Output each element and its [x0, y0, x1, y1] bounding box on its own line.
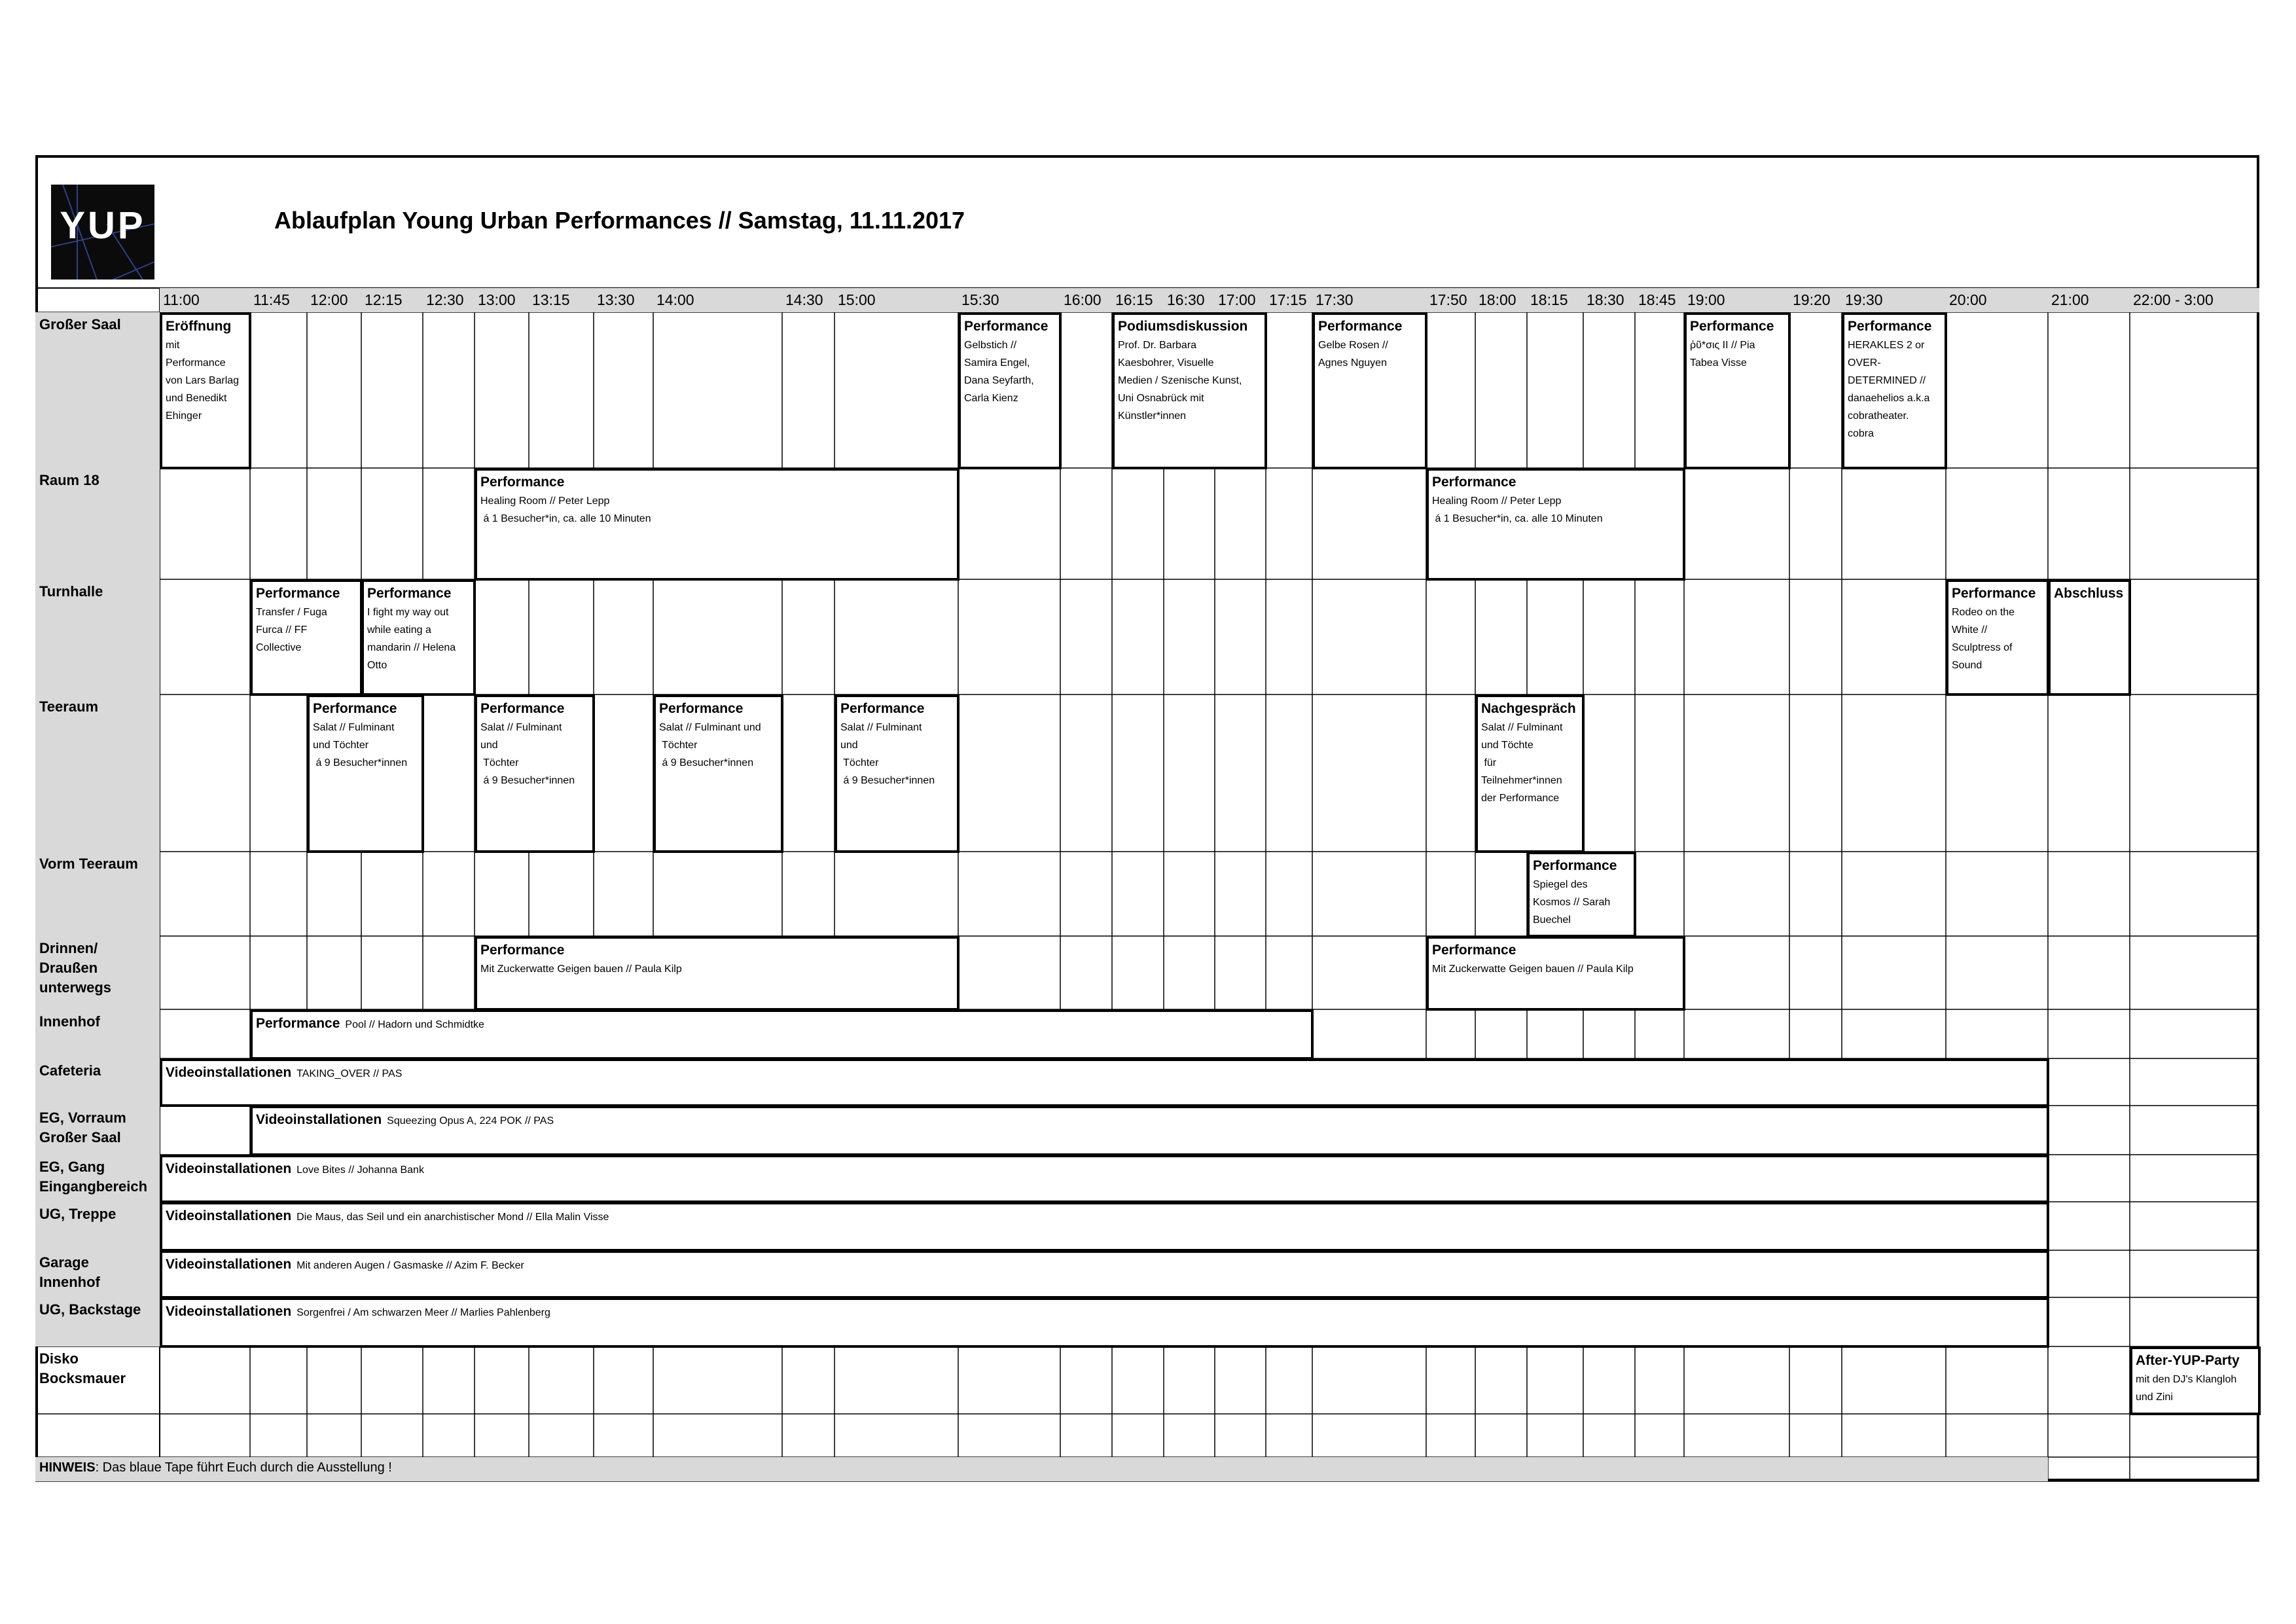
room-label: Innenhof: [39, 1013, 100, 1030]
event-description: mit Performance von Lars Barlag und Benedikt Ehinger: [166, 340, 240, 422]
time-label: 19:20: [1793, 291, 1831, 308]
event-title: Nachgespräch: [1481, 701, 1576, 716]
time-label: 17:00: [1218, 291, 1256, 308]
event-title: Performance: [256, 1016, 340, 1031]
room-label: Cafeteria: [39, 1062, 101, 1079]
event-box: [2048, 579, 2131, 696]
room-label: UG, Backstage: [39, 1301, 141, 1318]
event-box: [160, 1155, 2049, 1203]
event-box: [250, 1106, 2049, 1156]
event-box: [160, 1250, 2049, 1299]
event-box: [475, 468, 960, 581]
event-description: I fight my way out while eating a mandarin // Helena Otto: [367, 607, 456, 671]
time-label: 12:15: [365, 291, 403, 308]
event-box: [475, 936, 960, 1011]
event-title: Performance: [480, 701, 565, 716]
event-box: [834, 695, 960, 853]
time-label: 15:30: [961, 291, 999, 308]
event-title: Podiumsdiskussion: [1118, 319, 1248, 334]
time-label: 22:00 - 3:00: [2133, 291, 2214, 308]
event-title: Performance: [256, 586, 340, 601]
event-box: [1527, 852, 1636, 937]
time-label: 18:15: [1530, 291, 1568, 308]
event-title: Videoinstallationen: [166, 1161, 292, 1176]
event-description: Salat // Fulminant und Töchter á 9 Besucher*innen: [480, 722, 575, 786]
time-label: 13:00: [478, 291, 516, 308]
hinweis-label: HINWEIS: [39, 1460, 96, 1475]
time-label: 11:45: [253, 291, 290, 308]
time-label: 19:30: [1845, 291, 1883, 308]
yup-logo-graphic: [51, 185, 154, 280]
event-box: [250, 579, 363, 696]
event-line: [166, 1302, 2043, 1322]
event-description: Transfer / Fuga Furca // FF Collective: [256, 607, 327, 653]
room-label: EG, Gang Eingangbereich: [39, 1159, 148, 1195]
event-title: Videoinstallationen: [256, 1112, 382, 1127]
room-label: EG, Vorraum Großer Saal: [39, 1110, 126, 1146]
event-description: Salat // Fulminant und Töchter á 9 Besucher*innen: [840, 722, 935, 786]
room-label: Disko Bocksmauer: [39, 1350, 126, 1386]
event-description: Mit Zuckerwatte Geigen bauen // Paula Kilp: [480, 964, 682, 975]
room-label: UG, Treppe: [39, 1206, 117, 1222]
event-title: Performance: [964, 319, 1049, 334]
event-description: ῥῦ*σις II // Pia Tabea Visse: [1690, 340, 1755, 369]
event-description: Gelbstich // Samira Engel, Dana Seyfarth, Carla Kienz: [964, 340, 1034, 404]
event-title: Performance: [1318, 319, 1403, 334]
time-label: 17:30: [1316, 291, 1354, 308]
time-label: 12:00: [310, 291, 348, 308]
event-description: Salat // Fulminant und Töchter á 9 Besucher*innen: [313, 722, 408, 768]
event-title: Performance: [367, 586, 452, 601]
event-line: [166, 1255, 2043, 1274]
event-box: [958, 312, 1062, 469]
event-box: [160, 1202, 2049, 1252]
logo-text: YUP: [60, 204, 146, 247]
hinweis-note: [35, 1457, 2048, 1481]
event-line: [256, 1110, 2043, 1130]
event-box: [1946, 579, 2049, 696]
time-label: 17:50: [1429, 291, 1467, 308]
event-title: Abschluss: [2054, 586, 2124, 601]
time-label: 18:30: [1587, 291, 1624, 308]
time-label: 16:00: [1064, 291, 1102, 308]
event-line: [256, 1014, 1308, 1034]
event-description: mit den DJ's Klangloh und Zini: [2136, 1374, 2237, 1403]
event-box: [250, 1009, 1314, 1060]
event-title: Performance: [1533, 858, 1617, 873]
time-label: 18:00: [1479, 291, 1516, 308]
event-description: Rodeo on the White // Sculptress of Sound: [1952, 607, 2015, 671]
room-label: Großer Saal: [39, 316, 121, 333]
event-title: Performance: [1432, 943, 1516, 958]
event-description: Healing Room // Peter Lepp á 1 Besucher*in, ca. alle 10 Minuten: [480, 496, 651, 524]
event-box: [160, 1058, 2049, 1107]
event-box: [2130, 1346, 2261, 1415]
event-box: [307, 695, 424, 853]
event-box: [1426, 936, 1685, 1011]
event-description: Mit Zuckerwatte Geigen bauen // Paula Kilp: [1432, 964, 1634, 975]
event-title: Performance: [1848, 319, 1932, 334]
event-description: Pool // Hadorn und Schmidtke: [345, 1019, 484, 1030]
time-label: 18:45: [1638, 291, 1676, 308]
time-label: 16:30: [1167, 291, 1205, 308]
event-box: [1312, 312, 1427, 469]
event-box: [160, 312, 251, 469]
time-label: 14:30: [785, 291, 823, 308]
room-label: Teeraum: [39, 698, 99, 715]
event-title: Performance: [1432, 475, 1516, 490]
event-title: Videoinstallationen: [166, 1065, 292, 1080]
event-box: [1426, 468, 1685, 581]
event-box: [1842, 312, 1947, 469]
event-line: [166, 1206, 2043, 1226]
time-label: 14:00: [656, 291, 694, 308]
event-box: [1475, 695, 1585, 853]
event-title: Eröffnung: [166, 319, 232, 334]
event-description: Mit anderen Augen / Gasmaske // Azim F. Becker: [296, 1260, 524, 1271]
event-title: Performance: [840, 701, 925, 716]
event-description: Love Bites // Johanna Bank: [296, 1164, 424, 1176]
page-title: Ablaufplan Young Urban Performances // Samstag, 11.11.2017: [274, 207, 965, 234]
time-label: 13:30: [597, 291, 635, 308]
event-description: Spiegel des Kosmos // Sarah Buechel: [1533, 879, 1611, 926]
time-label: 13:15: [532, 291, 570, 308]
event-box: [160, 1297, 2049, 1348]
event-description: Gelbe Rosen // Agnes Nguyen: [1318, 340, 1388, 369]
event-box: [653, 695, 783, 853]
event-title: Performance: [480, 475, 565, 490]
event-line: [166, 1063, 2043, 1083]
time-label: 11:00: [163, 291, 200, 308]
event-title: Videoinstallationen: [166, 1257, 292, 1272]
room-label: Garage Innenhof: [39, 1254, 100, 1290]
time-label: 16:15: [1115, 291, 1153, 308]
event-description: Squeezing Opus A, 224 POK // PAS: [387, 1115, 554, 1127]
event-description: Prof. Dr. Barbara Kaesbohrer, Visuelle Medien / Szenische Kunst, Uni Osnabrück mit Künstler*innen: [1118, 340, 1242, 422]
event-description: Healing Room // Peter Lepp á 1 Besucher*in, ca. alle 10 Minuten: [1432, 496, 1603, 524]
event-title: Performance: [1952, 586, 2036, 601]
event-line: [166, 1159, 2043, 1179]
room-label: Drinnen/ Draußen unterwegs: [39, 940, 112, 996]
event-title: Performance: [480, 943, 565, 958]
time-label: 15:00: [838, 291, 876, 308]
time-label: 12:30: [426, 291, 464, 308]
event-title: Performance: [1690, 319, 1774, 334]
event-box: [361, 579, 476, 696]
room-label: Turnhalle: [39, 583, 103, 600]
event-description: Salat // Fulminant und Töchter á 9 Besucher*innen: [659, 722, 761, 768]
event-title: Videoinstallationen: [166, 1304, 292, 1319]
event-box: [1112, 312, 1267, 469]
event-description: TAKING_OVER // PAS: [296, 1068, 403, 1079]
yup-logo: [51, 185, 154, 280]
time-label: 19:00: [1687, 291, 1725, 308]
event-title: Performance: [313, 701, 397, 716]
time-label: 21:00: [2051, 291, 2089, 308]
time-label: 20:00: [1949, 291, 1987, 308]
event-description: HERAKLES 2 or OVER- DETERMINED // danaehelios a.k.a cobratheater. cobra: [1848, 340, 1930, 439]
event-description: Salat // Fulminant und Töchte für Teilnehmer*innen der Performance: [1481, 722, 1563, 804]
event-title: Performance: [659, 701, 744, 716]
event-description: Die Maus, das Seil und ein anarchistischer Mond // Ella Malin Visse: [296, 1212, 609, 1223]
event-description: Sorgenfrei / Am schwarzen Meer // Marlies Pahlenberg: [296, 1307, 550, 1318]
hinweis-text: : Das blaue Tape führt Euch durch die Ausstellung !: [95, 1460, 392, 1475]
event-title: Videoinstallationen: [166, 1208, 292, 1223]
event-box: [1684, 312, 1791, 469]
room-label: Vorm Teeraum: [39, 856, 138, 872]
time-label: 17:15: [1269, 291, 1307, 308]
event-box: [475, 695, 595, 853]
room-label: Raum 18: [39, 472, 99, 488]
event-title: After-YUP-Party: [2136, 1353, 2240, 1368]
